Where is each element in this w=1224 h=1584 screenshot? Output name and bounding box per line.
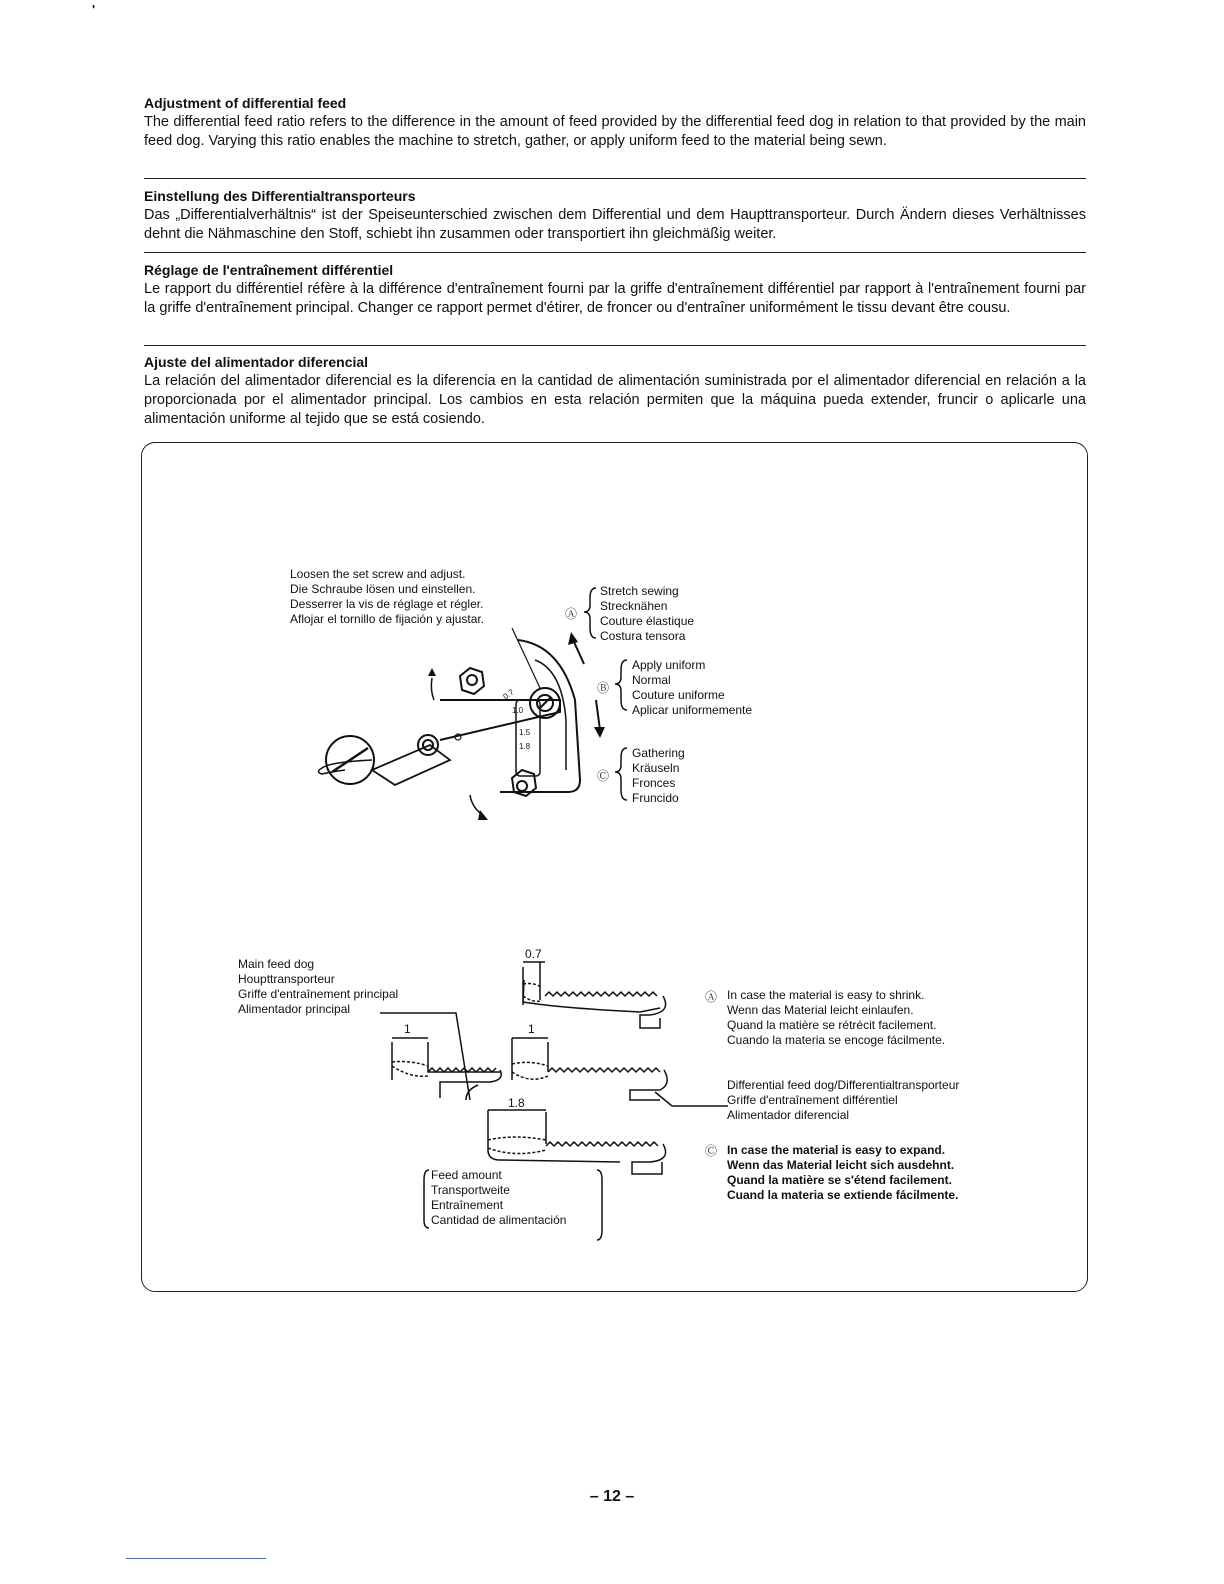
differential-feed-dog-label (727, 1078, 959, 1123)
label-line: Griffe d'entraînement différentiel (727, 1093, 898, 1107)
setting-line: Costura tensora (600, 629, 686, 643)
case-line: In case the material is easy to expand. (727, 1143, 946, 1157)
section-body: The differential feed ratio refers to the difference in the amount of feed provided by the differential feed dog in relation to that provided by the main feed dog. Varying this ratio enables the machine to stretch, gather, or apply uniform feed to the material being sewn. (144, 114, 1086, 149)
case-shrink (727, 988, 945, 1048)
section-body: Le rapport du différentiel réfère à la différence d'entraînement fourni par la griffe d'entraînement différentiel par rapport à l'entraînement fourni par la griffe d'entraînement principal. Changer ce rapport permet d'étirer, de froncer ou d'entraîner uniformément le tissu devant être cousu. (144, 281, 1086, 316)
label-line: Transportweite (431, 1183, 510, 1197)
diff-value-expand: 1.8 (508, 1096, 525, 1110)
setting-line: Aplicar uniformemente (632, 703, 753, 717)
label-line: Alimentador diferencial (727, 1108, 850, 1122)
section-title: Ajuste del alimentador diferencial (144, 354, 369, 370)
case-line: Cuand la materia se extiende fácilmente. (727, 1188, 959, 1202)
marker-a: Ⓐ (705, 990, 718, 1004)
diff-value-uniform: 1 (528, 1022, 535, 1036)
scale-mark: 1.8 (519, 742, 531, 751)
corner-mark: ' (92, 2, 96, 17)
case-line: Wenn das Material leicht sich ausdehnt. (727, 1158, 955, 1172)
case-line: Cuando la materia se encoge fácilmente. (727, 1033, 946, 1047)
setting-line: Couture uniforme (632, 688, 725, 702)
scale-mark: 1.5 (519, 728, 531, 737)
label-line: Entraînement (431, 1198, 504, 1212)
section-title: Réglage de l'entraînement différentiel (144, 262, 394, 278)
section-title: Einstellung des Differentialtransporteurs (144, 188, 416, 204)
label-line: Houpttransporteur (238, 972, 335, 986)
setting-line: Apply uniform (632, 658, 706, 672)
case-expand (727, 1143, 958, 1203)
marker-a: Ⓐ (565, 607, 578, 621)
label-line: Griffe d'entraînement principal (238, 987, 399, 1001)
scale-mark: 1.0 (512, 706, 524, 715)
page-number: – 12 – (589, 1488, 635, 1505)
label-line: Cantidad de alimentación (431, 1213, 567, 1227)
instruction-line: Die Schraube lösen und einstellen. (290, 582, 476, 596)
label-line: Feed amount (431, 1168, 502, 1182)
section-body: Das „Differentialverhältnis“ ist der Speiseunterschied zwischen dem Differential und dem Haupttransporteur. Durch Ändern dieses Verhältnisses dehnt die Nähmaschine den Stoff, schiebt ihn zusammen oder transportiert ihn gleichmäßig weiter. (144, 207, 1086, 242)
instruction-line: Aflojar el tornillo de fijación y ajustar. (290, 612, 485, 626)
setting-line: Normal (632, 673, 671, 687)
setting-line: Strecknähen (600, 599, 668, 613)
case-line: Quand la matière se rétrécit facilement. (727, 1018, 937, 1032)
diff-value-shrink: 0.7 (525, 947, 542, 961)
section-title: Adjustment of differential feed (144, 95, 347, 111)
label-line: Differential feed dog/Differentialtransporteur (727, 1078, 960, 1092)
marker-b: Ⓑ (597, 681, 610, 695)
instruction-line: Loosen the set screw and adjust. (290, 567, 466, 581)
label-line: Alimentador principal (238, 1002, 351, 1016)
footer-line (126, 1558, 266, 1559)
section-body: La relación del alimentador diferencial es la diferencia en la cantidad de alimentación suministrada por el alimentador diferencial en relación a la proporcionada por el alimentador principal. Los cambios en esta relación permiten que la máquina pueda extender, fruncir o aplicarle una alimentación uniforme al tejido que se está cosiendo. (144, 373, 1086, 427)
label-line: Main feed dog (238, 957, 315, 971)
marker-c: Ⓒ (705, 1144, 718, 1158)
marker-c: Ⓒ (597, 769, 610, 783)
setting-line: Couture élastique (600, 614, 695, 628)
feed-amount-label (431, 1168, 566, 1228)
setting-line: Fronces (632, 776, 676, 790)
setting-line: Stretch sewing (600, 584, 679, 598)
scale-mark: 0.7 (501, 687, 516, 702)
setting-line: Fruncido (632, 791, 679, 805)
case-line: In case the material is easy to shrink. (727, 988, 925, 1002)
main-feed-value: 1 (404, 1022, 411, 1036)
case-line: Wenn das Material leicht einlaufen. (727, 1003, 914, 1017)
instruction-line: Desserrer la vis de réglage et régler. (290, 597, 484, 611)
setting-line: Gathering (632, 746, 685, 760)
case-line: Quand la matière se s'étend facilement. (727, 1173, 952, 1187)
setting-line: Kräuseln (632, 761, 680, 775)
